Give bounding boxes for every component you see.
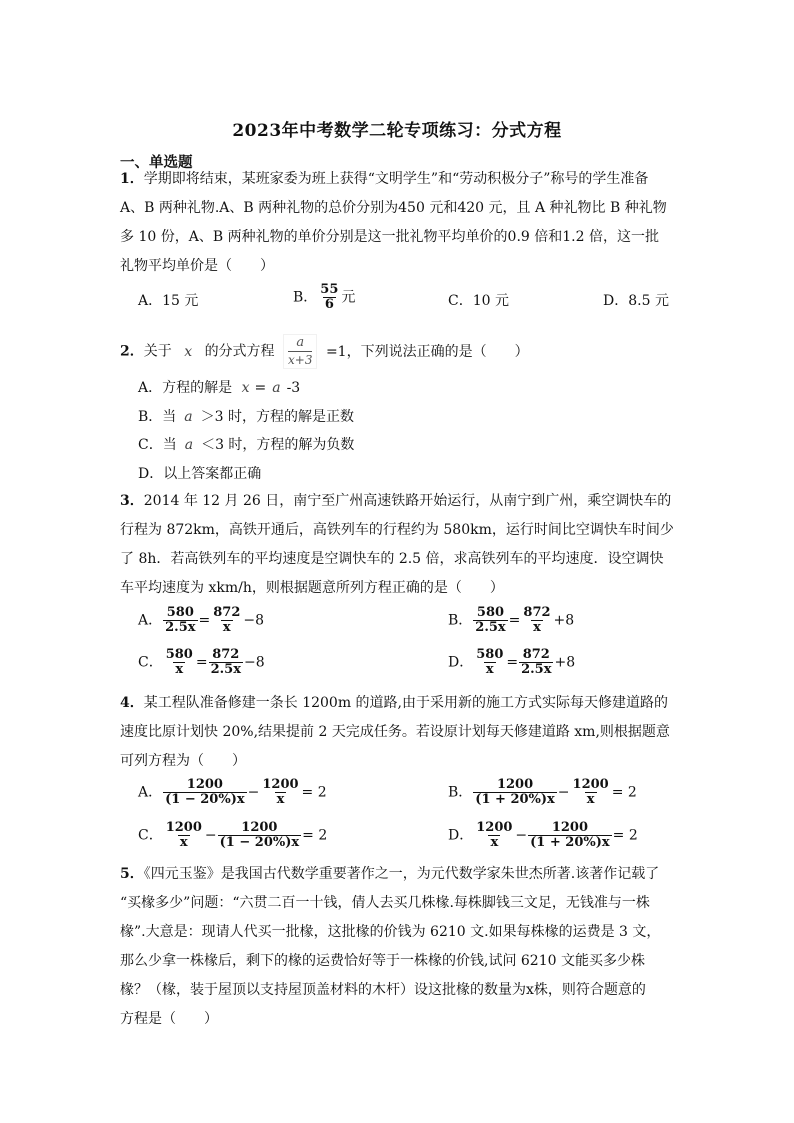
option-label: B．: [448, 612, 473, 629]
fraction: [474, 821, 514, 850]
section-heading: 一、单选题: [120, 154, 193, 171]
fraction: [164, 821, 204, 850]
fraction: [283, 334, 317, 369]
math-variable: a: [184, 437, 194, 453]
option-text: A．方程的解是: [138, 380, 233, 396]
question-text: 2014 年 12 月 26 日，南宁至广州高速铁路开始运行，从南宁到广州，乘空调快车的: [143, 493, 672, 509]
question-2: [120, 334, 529, 369]
denominator: 6: [324, 297, 334, 312]
denominator: x: [485, 662, 494, 677]
fraction: [260, 778, 300, 807]
question-5: [120, 860, 680, 1034]
denominator: (1 + 20%)x: [530, 835, 610, 850]
math-operator: −: [557, 784, 570, 801]
denominator: x+3: [288, 353, 313, 367]
math-variable: x: [241, 380, 250, 396]
question-number: 1．: [120, 171, 144, 187]
question-text: 某工程队准备修建一条长 1200m 的道路,由于采用新的施工方式实际每天修建道路的: [143, 695, 669, 711]
question-text: 椽？（椽，装于屋顶以支持屋顶盖材料的木杆）设这批椽的数量为x株，则符合题意的: [120, 982, 646, 998]
option-b: [138, 407, 354, 427]
math-operator: −: [204, 827, 217, 844]
denominator: x: [175, 662, 184, 677]
option-label: C．: [138, 654, 163, 671]
numerator: 872: [523, 605, 551, 620]
fraction: [211, 606, 242, 635]
question-text: 车平均速度为 xkm/h，则根据题意所列方程正确的是（ ）: [120, 580, 504, 596]
math-operator: =: [506, 654, 519, 671]
option-b: [448, 606, 574, 635]
question-text: “买椽多少”问题：“六贯二百一十钱，倩人去买几株椽.每株脚钱三文足，无钱准与一株: [120, 895, 650, 911]
fraction: [318, 283, 340, 312]
fraction: [473, 778, 557, 807]
numerator: 1200: [186, 777, 223, 792]
math-term: = 2: [301, 784, 327, 801]
question-text: 多 10 份，A、B 两种礼物的单价分别是这一批礼物平均单价的0.9 倍和1.2 倍，这一批: [120, 229, 659, 245]
option-label: A．: [138, 612, 163, 629]
question-text: 礼物平均单价是（ ）: [120, 258, 274, 274]
numerator: 580: [476, 647, 504, 662]
denominator: (1 + 20%)x: [475, 792, 555, 807]
numerator: 872: [212, 647, 240, 662]
option-c: [138, 648, 265, 677]
math-term: −8: [243, 612, 265, 629]
question-text: 椽”.大意是：现请人代买一批椽，这批椽的价钱为 6210 文.如果每株椽的运费是 3 文，: [120, 924, 661, 940]
option-d: [448, 648, 575, 677]
denominator: x: [179, 835, 188, 850]
question-number: 3．: [120, 493, 144, 509]
numerator: 580: [166, 605, 194, 620]
math-operator: −: [515, 827, 528, 844]
math-variable: a: [184, 409, 193, 425]
denominator: x: [222, 620, 231, 635]
question-text: 行程为 872km，高铁开通后，高铁列车的行程约为 580km，运行时间比空调快车时间少: [120, 522, 674, 538]
question-text: 学期即将结束，某班家委为班上获得“文明学生”和“劳动积极分子”称号的学生准备: [143, 171, 649, 187]
question-text: 方程是（ ）: [120, 1011, 218, 1027]
question-number: 5．: [120, 866, 144, 882]
option-text: ＜3 时，方程的解为负数: [201, 437, 355, 453]
question-text: 的分式方程: [204, 343, 275, 360]
numerator: 1200: [572, 777, 609, 792]
option-text: B．当: [138, 409, 177, 425]
numerator: a: [296, 335, 305, 350]
question-number: 2．: [120, 343, 144, 360]
numerator: 580: [476, 605, 505, 620]
option-d: D．以上答案都正确: [138, 466, 262, 482]
option-b: [293, 283, 355, 312]
question-text: 了 8h．若高铁列车的平均速度是空调快车的 2.5 倍，求高铁列车的平均速度．设空调快: [120, 551, 664, 567]
option-text: ＞3 时，方程的解是正数: [200, 409, 355, 425]
numerator: 1200: [262, 777, 299, 792]
option-text: -3: [286, 380, 301, 396]
fraction: [164, 648, 195, 677]
question-4: [120, 689, 680, 776]
math-term: = 2: [302, 827, 328, 844]
denominator: 2.5x: [521, 662, 552, 677]
option-label: B．: [293, 289, 318, 306]
math-term: +8: [554, 654, 576, 671]
math-term: = 2: [611, 784, 637, 801]
fraction: [528, 821, 612, 850]
numerator: 872: [213, 605, 241, 620]
fraction: [571, 778, 611, 807]
option-label: B．: [448, 784, 473, 801]
question-1: [120, 165, 680, 281]
question-text: 速度比原计划快 20%,结果提前 2 天完成任务。若设原计划每天修建道路 xm,则根据题意: [120, 724, 670, 740]
denominator: 2.5x: [165, 620, 196, 635]
math-term: +8: [553, 612, 575, 629]
option-label: D．: [448, 827, 474, 844]
fraction: [218, 821, 302, 850]
option-a: [138, 378, 300, 398]
option-label: C．: [138, 827, 163, 844]
option-text: C．当: [138, 437, 177, 453]
math-operator: =: [195, 654, 208, 671]
option-label: A．: [138, 784, 163, 801]
option-d: [448, 821, 638, 850]
fraction: [209, 648, 243, 677]
math-term: = 2: [612, 827, 638, 844]
fraction: [521, 606, 552, 635]
denominator: x: [276, 792, 285, 807]
numerator: 1200: [496, 777, 534, 792]
option-a: [138, 778, 327, 807]
math-operator: =: [198, 612, 211, 629]
question-text: A、B 两种礼物.A、B 两种礼物的总价分别为450 元和420 元，且 A 种礼物比 B 种礼物: [120, 200, 667, 216]
option-a: [138, 606, 264, 635]
question-text: 关于: [143, 343, 172, 360]
question-text: 可列方程为（ ）: [120, 753, 246, 769]
math-variable: x: [184, 343, 193, 360]
denominator: x: [490, 835, 499, 850]
fraction: [474, 648, 505, 677]
denominator: (1 − 20%)x: [219, 835, 300, 850]
option-c: [138, 821, 327, 850]
denominator: x: [586, 792, 595, 807]
numerator: 1200: [551, 820, 588, 835]
fraction: [163, 606, 197, 635]
math-operator: =: [254, 380, 267, 396]
option-c: [138, 435, 354, 455]
question-text: =1，下列说法正确的是（ ）: [325, 343, 529, 360]
math-operator: −: [247, 784, 260, 801]
page-title: 2023年中考数学二轮专项练习：分式方程: [232, 121, 562, 141]
numerator: 872: [522, 647, 550, 662]
question-text: 《四元玉鉴》是我国古代数学重要著作之一，为元代数学家朱世杰所著.该著作记载了: [143, 866, 660, 882]
numerator: 580: [165, 647, 193, 662]
option-c: C．10 元: [448, 293, 509, 309]
option-b: [448, 778, 637, 807]
question-number: 4．: [120, 695, 144, 711]
denominator: 2.5x: [475, 620, 506, 635]
option-d: D．8.5 元: [603, 293, 669, 309]
fraction: [519, 648, 553, 677]
numerator: 55: [320, 282, 339, 297]
numerator: 1200: [241, 820, 278, 835]
denominator: x: [533, 620, 541, 635]
fraction: [163, 778, 247, 807]
denominator: (1 − 20%)x: [165, 792, 245, 807]
math-operator: =: [508, 612, 521, 629]
fraction: [473, 606, 507, 635]
question-3: [120, 487, 680, 603]
unit: 元: [341, 289, 356, 306]
numerator: 1200: [476, 820, 513, 835]
option-label: D．: [448, 654, 474, 671]
math-term: −8: [243, 654, 265, 671]
numerator: 1200: [165, 820, 202, 835]
math-variable: a: [272, 380, 281, 396]
denominator: 2.5x: [210, 662, 241, 677]
option-a: A．15 元: [138, 293, 199, 309]
question-text: 那么少拿一株椽后，剩下的椽的运费恰好等于一株椽的价钱,试问 6210 文能买多少株: [120, 953, 645, 969]
